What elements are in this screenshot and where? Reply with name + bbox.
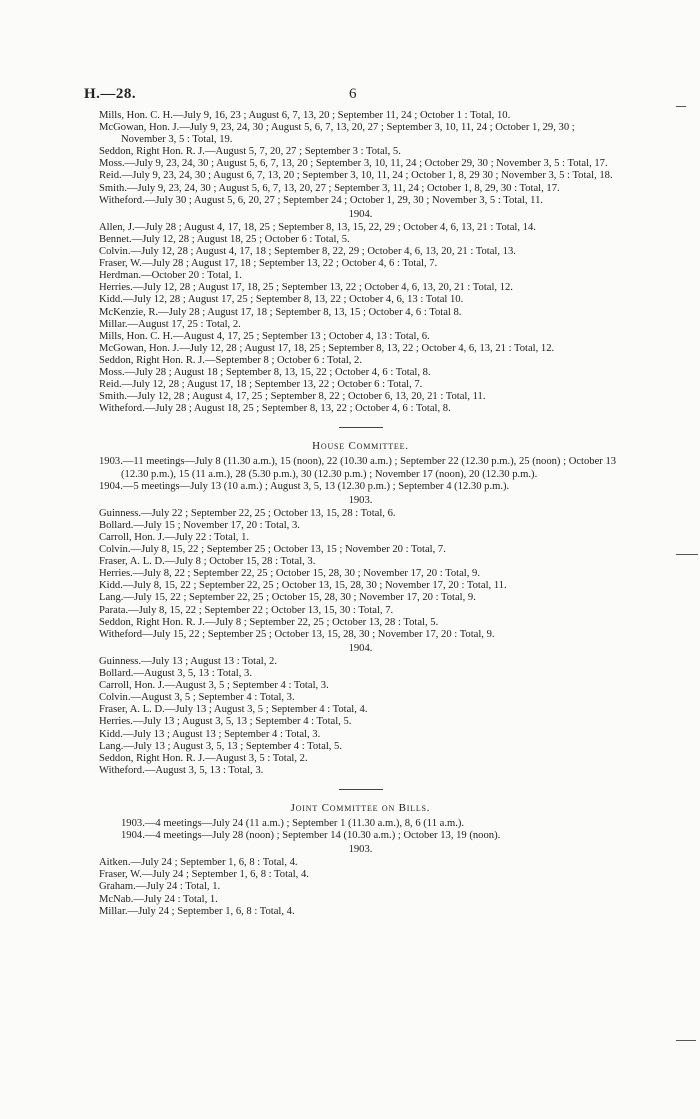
attendance-entry: Herries.—July 8, 22 ; September 22, 25 ; October 15, 28, 30 ; November 17, 20 : Total, 9. [99,568,480,580]
attendance-entry: Seddon, Right Hon. R. J.—August 5, 7, 20, 27 ; September 3 : Total, 5. [99,146,401,158]
attendance-entry: Kidd.—July 12, 28 ; August 17, 25 ; September 8, 13, 22 ; October 4, 6, 13 : Total 10. [99,294,464,306]
attendance-entry: Fraser, A. L. D.—July 8 ; October 15, 28 : Total, 3. [99,556,316,568]
attendance-entry: Guinness.—July 22 ; September 22, 25 ; October 13, 15, 28 : Total, 6. [99,507,396,519]
year-heading: 1904. [348,208,373,220]
attendance-entry: Seddon, Right Hon. R. J.—August 3, 5 : Total, 2. [99,752,308,764]
section-divider [339,427,383,428]
attendance-entry: Moss.—July 9, 23, 24, 30 ; August 5, 6, 7, 13, 20 ; September 3, 10, 11, 24 ; October 29, 30 ; November 3, 5 : Total, 17. [99,158,608,170]
attendance-entry: Bollard.—July 15 ; November 17, 20 : Total, 3. [99,519,300,531]
attendance-entry: Witheford.—July 30 ; August 5, 6, 20, 27 ; September 24 ; October 1, 29, 30 ; November 3, 5 : Total, 11. [99,194,544,206]
attendance-entry: Smith.—July 9, 23, 24, 30 ; August 5, 6, 7, 13, 20, 27 ; September 3, 11, 24 ; October 1, 8, 29, 30 : Total, 17. [99,182,560,194]
attendance-entry: Seddon, Right Hon. R. J.—September 8 ; October 6 : Total, 2. [99,354,363,366]
house-attendance-1904 [99,656,622,777]
attendance-entry: Guinness.—July 13 ; August 13 : Total, 2. [99,655,277,667]
attendance-entry: Millar.—July 24 ; September 1, 6, 8 : Total, 4. [99,905,295,917]
attendance-entry: Seddon, Right Hon. R. J.—July 8 ; September 22, 25 ; October 13, 28 : Total, 5. [99,616,439,628]
attendance-entry: Herries.—July 12, 28 ; August 17, 18, 25 ; September 13, 22 ; October 4, 6, 13, 20, 21 : Total, 12. [99,282,513,294]
attendance-entry: Bennet.—July 12, 28 ; August 18, 25 ; October 6 : Total, 5. [99,233,350,245]
attendance-entry: Witheford.—July 28 ; August 18, 25 ; September 8, 13, 22 ; October 4, 6 : Total, 8. [99,403,451,415]
house-attendance-1903 [99,508,622,641]
attendance-entry: Bollard.—August 3, 5, 13 : Total, 3. [99,668,252,680]
attendance-entry: Parata.—July 8, 15, 22 ; September 22 ; October 13, 15, 30 : Total, 7. [99,604,394,616]
attendance-entry: Millar.—August 17, 25 : Total, 2. [99,318,241,330]
attendance-entry: Witheford—July 15, 22 ; September 25 ; October 13, 15, 28, 30 ; November 17, 20 : Total, 9. [99,628,495,640]
attendance-entry: McNab.—July 24 : Total, 1. [99,893,218,905]
attendance-entry: Smith.—July 12, 28 ; August 4, 17, 25 ; September 8, 22 ; October 6, 13, 20, 21 : Total, 11. [99,391,486,403]
margin-mark [676,1040,696,1041]
attendance-entry: Carroll, Hon. J.—August 3, 5 ; September 4 : Total, 3. [99,680,329,692]
attendance-entry: Colvin.—August 3, 5 ; September 4 : Total, 3. [99,692,295,704]
attendance-entry: Aitken.—July 24 ; September 1, 6, 8 : Total, 4. [99,857,298,869]
attendance-entry: Colvin.—July 8, 15, 22 ; September 25 ; October 13, 15 ; November 20 : Total, 7. [99,544,446,556]
attendance-entry: McGowan, Hon. J.—July 12, 28 ; August 17, 18, 25 ; September 8, 13, 22 ; October 4, 6, 13, 21 : Total, 12. [99,342,555,354]
page-number: 6 [349,86,357,102]
year-heading: 1903. [348,844,373,856]
attendance-entry: Graham.—July 24 : Total, 1. [99,881,221,893]
joint-attendance-1903 [99,857,622,917]
attendance-entry: Herries.—July 13 ; August 3, 5, 13 ; September 4 : Total, 5. [99,716,352,728]
margin-mark [676,554,698,555]
house-committee-title: House Committee. [312,440,409,453]
page-content [99,110,622,918]
attendance-entry: Herdman.—October 20 : Total, 1. [99,270,242,282]
attendance-entry: Fraser, W.—July 24 ; September 1, 6, 8 : Total, 4. [99,869,309,881]
joint-committee-title: Joint Committee on Bills. [290,801,431,814]
meetings-summary-1904: 1904.—4 meetings—July 28 (noon) ; September 14 (10.30 a.m.) ; October 13, 19 (noon). [121,830,501,842]
section-divider [339,789,383,790]
meetings-summary-1903: 1903.—4 meetings—July 24 (11 a.m.) ; September 1 (11.30 a.m.), 8, 6 (11 a.m.). [121,817,465,829]
attendance-entry: Witheford.—August 3, 5, 13 : Total, 3. [99,764,264,776]
attendance-entry: Allen, J.—July 28 ; August 4, 17, 18, 25 ; September 8, 13, 15, 22, 29 ; October 4, 6, 13, 21 : Total, 14. [99,221,536,233]
attendance-entry: Colvin.—July 12, 28 ; August 4, 17, 18 ; September 8, 22, 29 ; October 4, 6, 13, 20, 21 : Total, 13. [99,246,516,258]
attendance-entry: Kidd.—July 13 ; August 13 ; September 4 : Total, 3. [99,728,321,740]
attendance-entry: Reid.—July 12, 28 ; August 17, 18 ; September 13, 22 ; October 6 : Total, 7. [99,379,423,391]
attendance-entry: Lang.—July 15, 22 ; September 22, 25 ; October 15, 28, 30 ; November 17, 20 : Total, 9. [99,592,476,604]
attendance-entry: Carroll, Hon. J.—July 22 : Total, 1. [99,532,250,543]
year-heading: 1903. [348,494,373,506]
document-code: H.—28. [84,86,137,102]
meetings-summary-1904: 1904.—5 meetings—July 13 (10 a.m.) ; August 3, 5, 13 (12.30 p.m.) ; September 4 (12.30 p.m.). [99,480,510,492]
attendance-entry: Moss.—July 28 ; August 18 ; September 8, 13, 15, 22 ; October 4, 6 : Total, 8. [99,366,431,378]
meetings-summary-1903: 1903.—11 meetings—July 8 (11.30 a.m.), 15 (noon), 22 (10.30 a.m.) ; September 22 (12.30 p.m.), 25 (noon) ; October 13 (12.30 p.m.), 15 (11 a.m.), 28 (5.30 p.m.), 30 (12.30 p.m.) ; November 17 (noon), 20 (12.30 p.m.). [99,456,617,480]
attendance-entry: Mills, Hon. C. H.—July 9, 16, 23 ; August 6, 7, 13, 20 ; September 11, 24 ; October 1 : Total, 10. [99,110,511,121]
attendance-list-1904 [99,222,622,416]
attendance-entry: Kidd.—July 8, 15, 22 ; September 22, 25 ; October 13, 15, 28, 30 ; November 17, 20 : Total, 11. [99,580,507,592]
attendance-entry: Reid.—July 9, 23, 24, 30 ; August 6, 7, 13, 20 ; September 3, 10, 11, 24 ; October 1, 8, 29 30 ; November 3, 5 : Total, 18. [99,170,613,182]
attendance-entry: McGowan, Hon. J.—July 9, 23, 24, 30 ; August 5, 6, 7, 13, 20, 27 ; September 3, 10, 11, 24 ; October 1, 29, 30 ; November 3, 5 : Total, 19. [99,122,575,146]
attendance-entry: Lang.—July 13 ; August 3, 5, 13 ; September 4 : Total, 5. [99,740,342,752]
attendance-entry: Mills, Hon. C. H.—August 4, 17, 25 ; September 13 ; October 4, 13 : Total, 6. [99,330,430,342]
attendance-list-1903 [99,110,622,207]
margin-mark [676,106,686,107]
attendance-entry: Fraser, A. L. D.—July 13 ; August 3, 5 ; September 4 : Total, 4. [99,704,368,716]
year-heading: 1904. [348,642,373,654]
attendance-entry: Fraser, W.—July 28 ; August 17, 18 ; September 13, 22 ; October 4, 6 : Total, 7. [99,258,438,270]
attendance-entry: McKenzie, R.—July 28 ; August 17, 18 ; September 8, 13, 15 ; October 4, 6 : Total 8. [99,306,462,318]
